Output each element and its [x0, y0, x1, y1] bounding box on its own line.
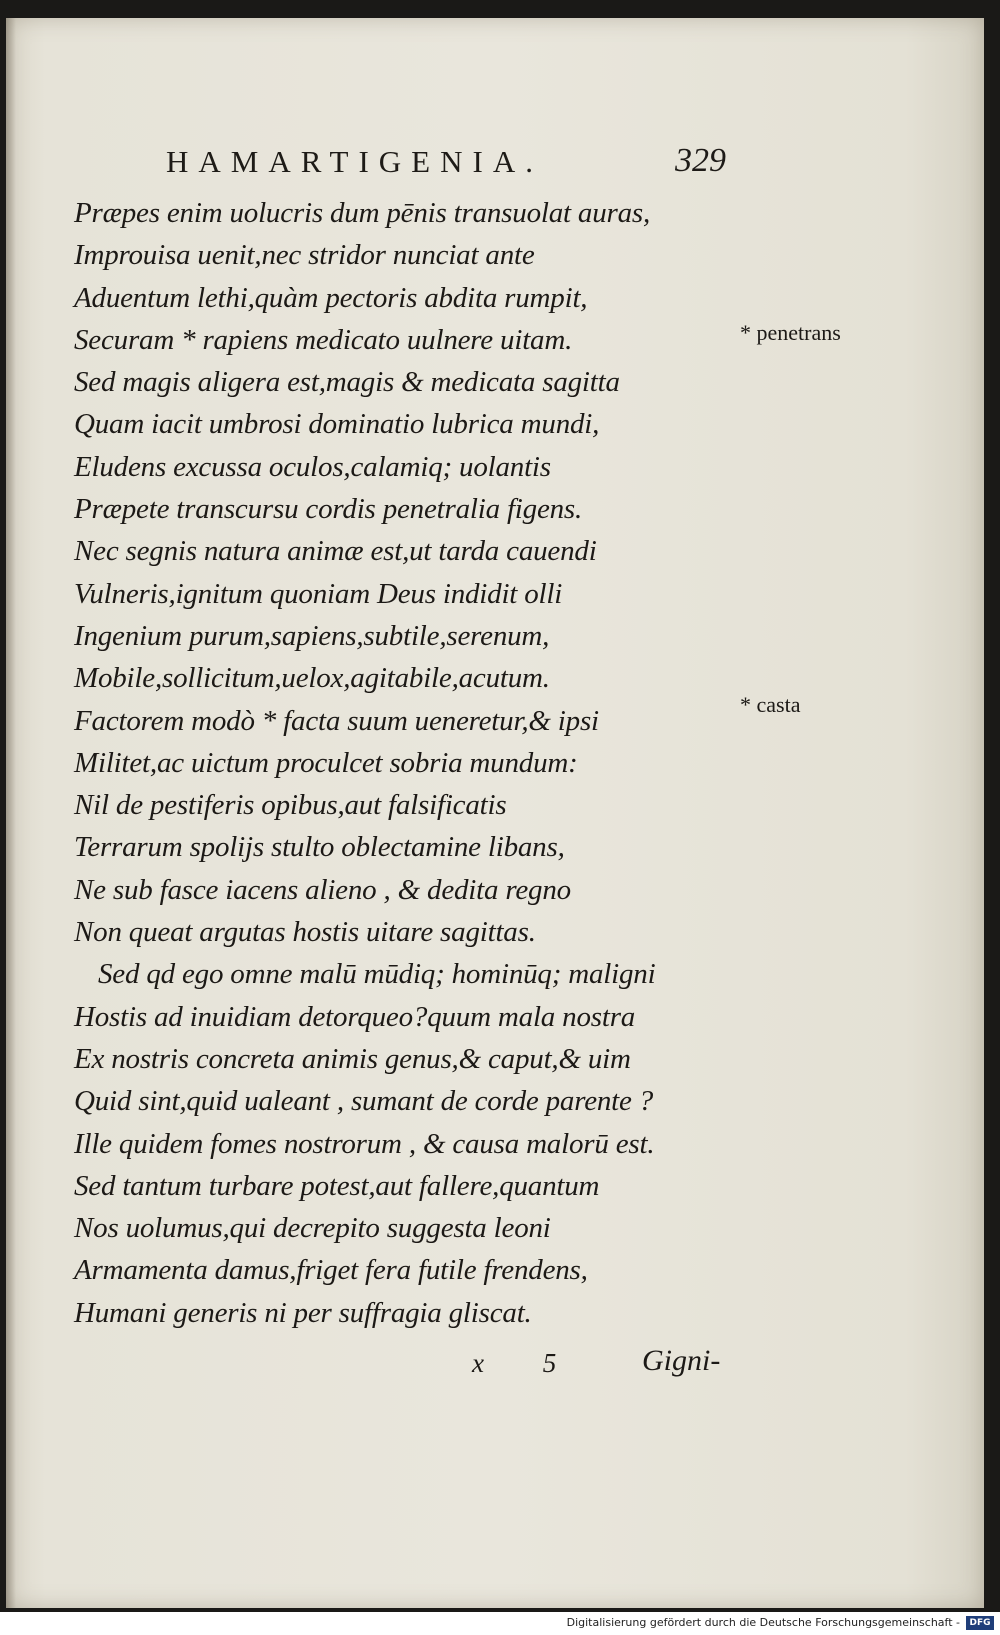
verse-line: Factorem modò * facta suum ueneretur,& ipsi	[74, 704, 599, 737]
verse-line: Nil de pestiferis opibus,aut falsificatis	[74, 789, 507, 822]
verse-line: Terrarum spolijs stulto oblectamine libans,	[74, 831, 565, 864]
credit-text: Digitalisierung gefördert durch die Deutsche Forschungsgemeinschaft -	[566, 1616, 960, 1629]
verse-line: Vulneris,ignitum quoniam Deus indidit olli	[74, 577, 563, 610]
verse-line: Quid sint,quid ualeant , sumant de corde parente ?	[74, 1085, 654, 1118]
verse-line: Securam * rapiens medicato uulnere uitam.	[74, 323, 573, 356]
verse-line: Armamenta damus,friget fera futile frendens,	[74, 1254, 588, 1287]
verse-line: Nos uolumus,qui decrepito suggesta leoni	[74, 1212, 551, 1245]
marginal-note: * casta	[740, 692, 801, 717]
verse-line: Ille quidem fomes nostrorum , & causa malorū est.	[74, 1127, 655, 1160]
verse-line: Ingenium purum,sapiens,subtile,serenum,	[74, 619, 550, 652]
page-number: 329	[675, 142, 726, 179]
verse-line: Præpete transcursu cordis penetralia figens.	[74, 493, 583, 526]
verse-block	[74, 192, 754, 1334]
verse-line: Sed qd ego omne malū mūdiq; hominūq; maligni	[98, 958, 656, 991]
verse-line: Sed magis aligera est,magis & medicata sagitta	[74, 366, 620, 399]
spine-shadow	[6, 18, 16, 1608]
catchword: Gigni-	[642, 1344, 721, 1377]
verse-line: Ex nostris concreta animis genus,& caput,& uim	[74, 1042, 631, 1075]
verse-line: Sed tantum turbare potest,aut fallere,quantum	[74, 1169, 600, 1202]
credit-bar	[0, 1612, 1000, 1635]
verse-line: Militet,ac uictum proculcet sobria mundum:	[74, 746, 578, 779]
book-page	[6, 18, 984, 1608]
signature-mark: x 5	[472, 1348, 583, 1378]
verse-line: Ne sub fasce iacens alieno , & dedita regno	[74, 873, 571, 906]
verse-line: Humani generis ni per suffragia gliscat.	[74, 1296, 532, 1329]
verse-line: Nec segnis natura animæ est,ut tarda cauendi	[74, 535, 597, 568]
verse-line: Non queat argutas hostis uitare sagittas.	[74, 916, 536, 949]
verse-line: Hostis ad inuidiam detorqueo?quum mala nostra	[74, 1000, 636, 1033]
verse-line: Præpes enim uolucris dum pēnis transuolat auras,	[74, 197, 651, 229]
verse-line: Mobile,sollicitum,uelox,agitabile,acutum.	[74, 662, 550, 695]
marginal-note: * penetrans	[740, 320, 841, 345]
verse-line: Quam iacit umbrosi dominatio lubrica mundi,	[74, 408, 600, 441]
verse-line: Eludens excussa oculos,calamiq; uolantis	[74, 450, 551, 483]
running-head	[166, 144, 736, 188]
running-title: HAMARTIGENIA.	[166, 144, 543, 179]
verse-line: Aduentum lethi,quàm pectoris abdita rumpit,	[74, 281, 588, 314]
dfg-logo-icon: DFG	[966, 1616, 994, 1630]
verse-line: Improuisa uenit,nec stridor nunciat ante	[74, 239, 535, 272]
